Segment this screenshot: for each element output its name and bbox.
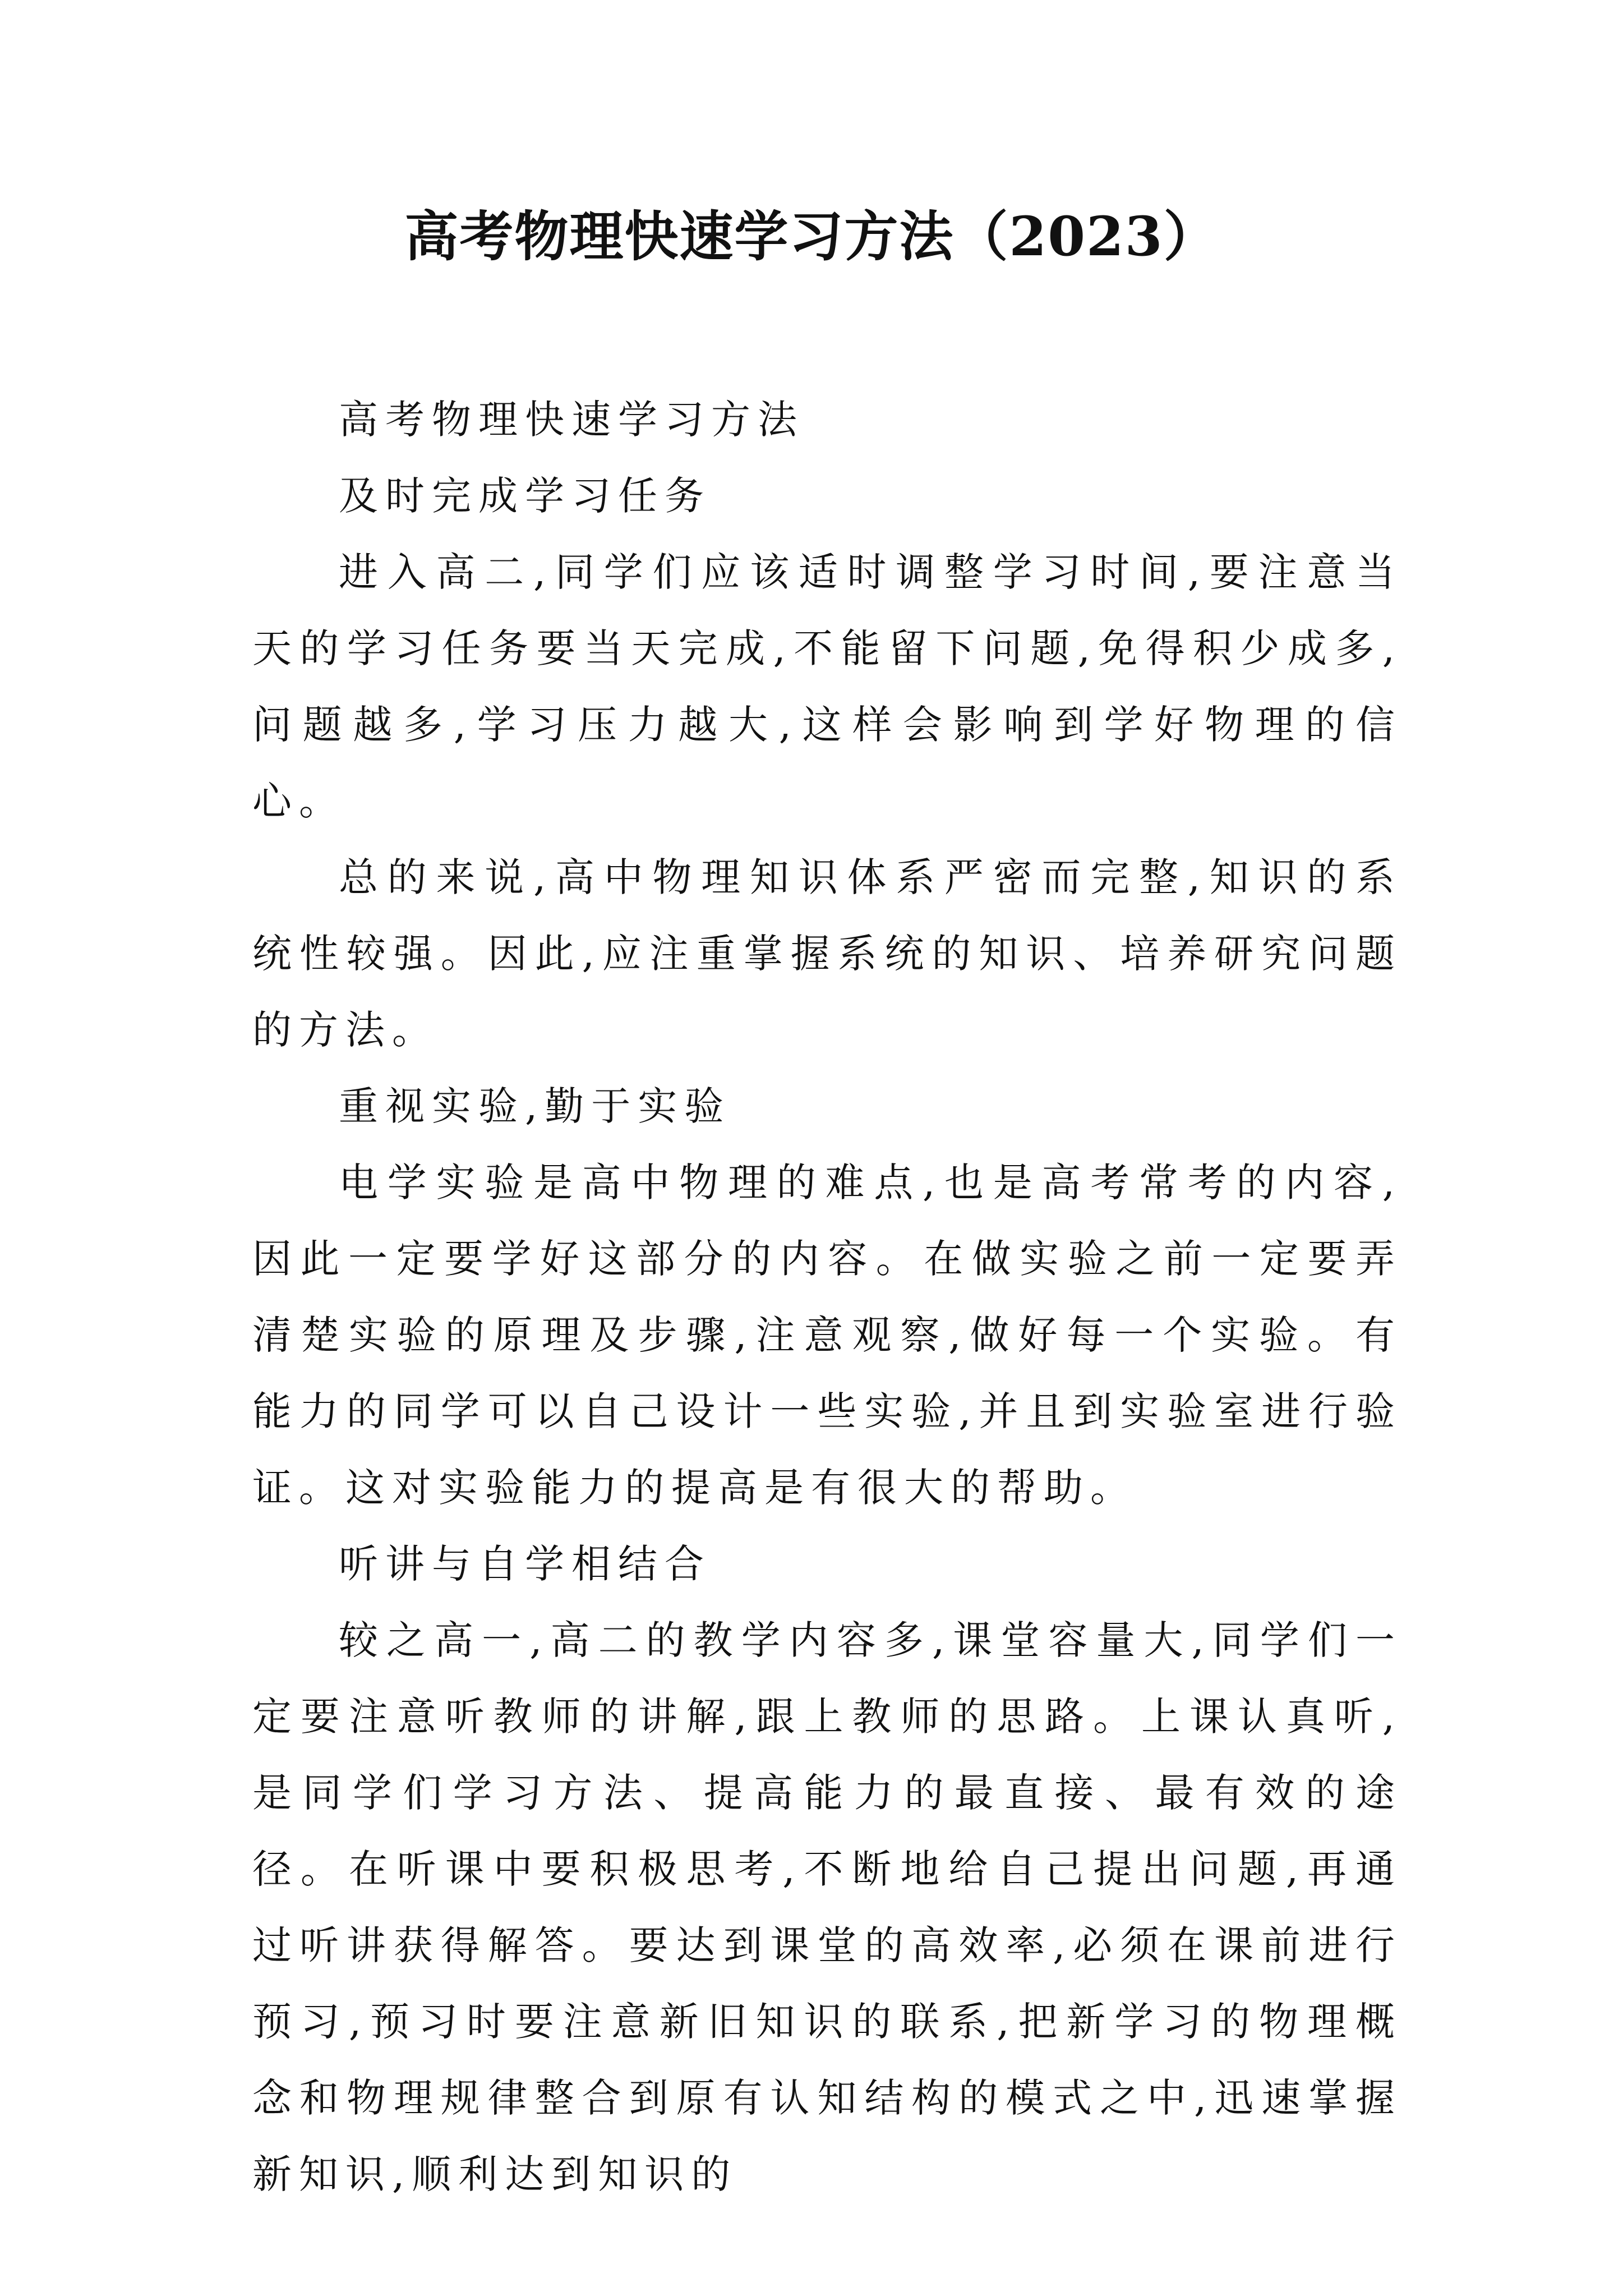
paragraph-listening-self-study: 较之高一,高二的教学内容多,课堂容量大,同学们一定要注意听教师的讲解,跟上教师的思路。上课认真听,是同学们学习方法、提高能力的最直接、最有效的途径。在听课中要积极思考,不断地给自己提出问题,再通过听讲获得解答。要达到课堂的高效率,必须在课前进行预习,预习时要注意新旧知识的联系,把新学习的物理概念和物理规律整合到原有认知结构的模式之中,迅速掌握新知识,顺利达到知识的 bbox=[252, 1617, 1402, 2197]
paragraph-heading-timely-tasks: 及时完成学习任务 bbox=[339, 473, 711, 519]
paragraph-timely-tasks: 进入高二,同学们应该适时调整学习时间,要注意当天的学习任务要当天完成,不能留下问题,免得积少成多,问题越多,学习压力越大,这样会影响到学好物理的信心。 bbox=[252, 549, 1402, 824]
document-title: 高考物理快速学习方法（2023） bbox=[404, 205, 1219, 268]
paragraph-heading-experiments: 重视实验,勤于实验 bbox=[339, 1083, 731, 1129]
paragraph-knowledge-system: 总的来说,高中物理知识体系严密而完整,知识的系统性较强。因此,应注重掌握系统的知识、培养研究问题的方法。 bbox=[252, 854, 1402, 1053]
document-body bbox=[252, 381, 1402, 2212]
paragraph-heading-listening-self-study: 听讲与自学相结合 bbox=[339, 1541, 711, 1587]
paragraph-experiments: 电学实验是高中物理的难点,也是高考常考的内容,因此一定要学好这部分的内容。在做实验之前一定要弄清楚实验的原理及步骤,注意观察,做好每一个实验。有能力的同学可以自己设计一些实验,并且到实验室进行验证。这对实验能力的提高是有很大的帮助。 bbox=[252, 1159, 1402, 1511]
paragraph-heading-main: 高考物理快速学习方法 bbox=[339, 397, 804, 443]
